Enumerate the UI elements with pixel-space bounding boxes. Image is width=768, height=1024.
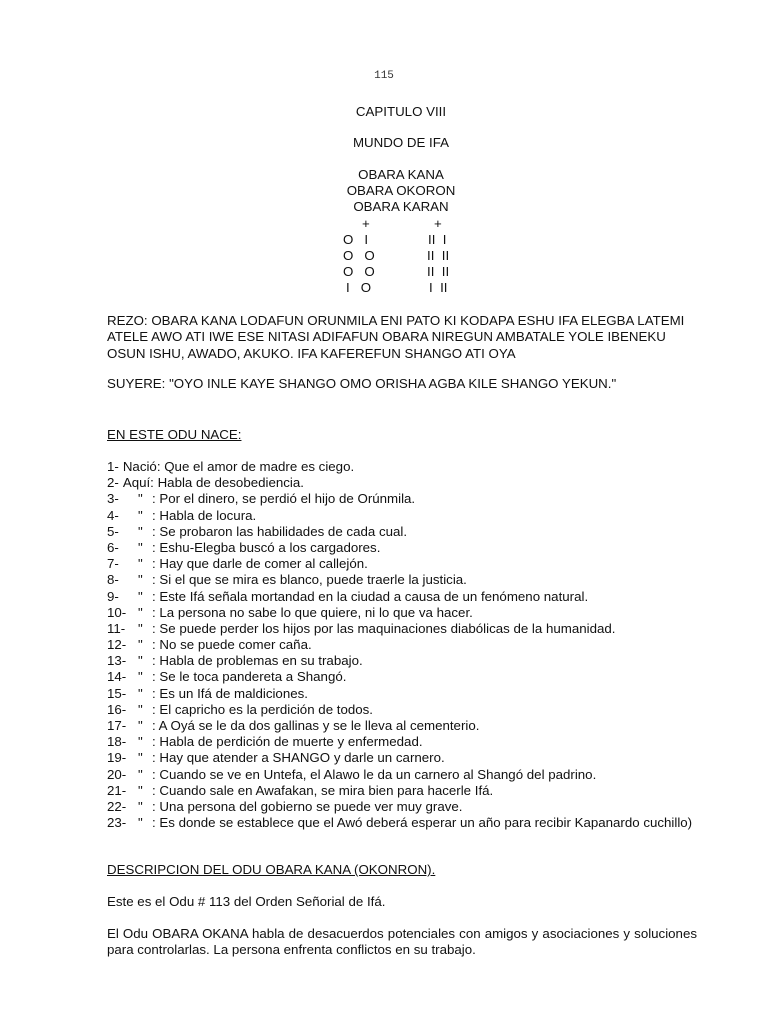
- ditto-mark: ": [138, 556, 143, 572]
- item-text: : A Oyá se le da dos gallinas y se le lleva al cementerio.: [152, 718, 480, 733]
- item-number: 20-: [107, 766, 127, 782]
- ditto-mark: ": [138, 572, 143, 588]
- item-number: 4-: [107, 507, 119, 523]
- item-number: 14-: [107, 669, 127, 685]
- ditto-mark: ": [138, 718, 143, 733]
- item-number: 16-: [107, 701, 127, 717]
- item-text: : Habla de locura.: [152, 507, 257, 523]
- right-sign-row: I II: [429, 280, 448, 295]
- list-item: [107, 540, 697, 556]
- item-number: 12-: [107, 637, 127, 653]
- right-sign-row: II I: [428, 232, 447, 247]
- list-item: [107, 589, 697, 605]
- item-text: : Es donde se establece que el Awó deberá esperar un año para recibir Kapanardo cuchillo): [152, 815, 693, 831]
- list-item: [107, 459, 697, 475]
- item-text: : Hay que darle de comer al callejón.: [152, 556, 368, 572]
- odu-names: [0, 167, 768, 215]
- list-item: [107, 653, 697, 669]
- ditto-mark: ": [138, 685, 143, 701]
- item-text: : El capricho es la perdición de todos.: [152, 701, 374, 717]
- item-text: : Cuando se ve en Untefa, el Alawo le da un carnero al Shangó del padrino.: [152, 766, 597, 782]
- chapter-title: CAPITULO VIII: [355, 104, 447, 119]
- item-number: 9-: [107, 588, 119, 604]
- left-sign-row: O O: [343, 264, 375, 279]
- chapter-subtitle: MUNDO DE IFA: [352, 135, 450, 150]
- ditto-mark: ": [138, 798, 143, 814]
- description-title: DESCRIPCION DEL ODU OBARA KANA (OKONRON).: [107, 862, 436, 877]
- section-heading: EN ESTE ODU NACE:: [107, 427, 242, 442]
- ditto-mark: ": [138, 766, 143, 782]
- list-item: [107, 750, 697, 766]
- suyere-paragraph: SUYERE: "OYO INLE KAYE SHANGO OMO ORISHA AGBA KILE SHANGO YEKUN.": [107, 376, 617, 391]
- ditto-mark: ": [138, 507, 143, 523]
- list-item: [107, 702, 697, 718]
- ditto-mark: ": [138, 539, 143, 555]
- rezo-paragraph: REZO: OBARA KANA LODAFUN ORUNMILA ENI PATO KI KODAPA ESHU IFA ELEGBA LATEMI ATELE AWO ATI IWE ESE NITASI ADIFAFUN OBARA NIREGUN AMBATALE YOLE IBENEKU OSUN ISHU, AWADO, AKUKO. IFA KAFEREFUN SHANGO ATI OYA: [107, 313, 685, 361]
- ditto-mark: ": [138, 750, 143, 766]
- list-item: [107, 605, 697, 621]
- ditto-mark: ": [138, 637, 143, 653]
- ditto-mark: ": [138, 669, 143, 685]
- list-item: [107, 734, 697, 750]
- item-text: : Habla de problemas en su trabajo.: [152, 653, 363, 669]
- ditto-mark: ": [138, 815, 143, 831]
- item-number: 5-: [107, 523, 119, 539]
- ditto-mark: ": [138, 620, 143, 636]
- item-text: : Hay que atender a SHANGO y darle un carnero.: [152, 750, 445, 766]
- item-text: : Es un Ifá de maldiciones.: [152, 685, 308, 701]
- left-sign-row: I O: [346, 280, 372, 295]
- item-text: Aquí: Habla de desobediencia.: [122, 475, 304, 491]
- left-sign-row: O I: [343, 232, 369, 247]
- item-number: 10-: [107, 604, 127, 620]
- list-item: [107, 621, 697, 637]
- item-text: : Se probaron las habilidades de cada cual.: [152, 523, 408, 539]
- odu-name: OBARA OKORON: [346, 183, 456, 198]
- ditto-mark: ": [138, 734, 143, 750]
- right-sign-row: II II: [427, 264, 450, 279]
- list-item: [107, 508, 697, 524]
- item-number: 11-: [107, 620, 126, 636]
- item-text: : No se puede comer caña.: [152, 637, 312, 653]
- item-number: 19-: [107, 750, 127, 766]
- list-item: [107, 783, 697, 799]
- right-plus: +: [434, 216, 442, 231]
- item-text: : Una persona del gobierno se puede ver muy grave.: [152, 798, 463, 814]
- odu-name: OBARA KARAN: [353, 199, 449, 214]
- item-text: : Habla de perdición de muerte y enfermedad.: [152, 734, 423, 750]
- odu-name: OBARA KANA: [358, 167, 444, 182]
- item-text: : Si el que se mira es blanco, puede traerle la justicia.: [152, 572, 467, 588]
- left-sign-row: O O: [343, 248, 375, 263]
- item-number: 21-: [107, 782, 127, 798]
- list-item: [107, 556, 697, 572]
- item-number: 22-: [107, 798, 127, 814]
- ditto-mark: ": [138, 782, 143, 798]
- item-text: : Por el dinero, se perdió el hijo de Orúnmila.: [152, 491, 416, 507]
- item-text: : Se puede perder los hijos por las maquinaciones diabólicas de la humanidad.: [152, 620, 616, 636]
- ditto-mark: ": [138, 523, 143, 539]
- page-number: 115: [374, 70, 394, 82]
- item-number: 17-: [107, 718, 127, 733]
- list-item: [107, 815, 697, 831]
- odu-items-list: [107, 459, 697, 831]
- list-item: [107, 524, 697, 540]
- odu-description: El Odu OBARA OKANA habla de desacuerdos potenciales con amigos y asociaciones y soluciones para controlarlas. La persona enfrenta conflictos en su trabajo.: [107, 926, 697, 958]
- list-item: [107, 718, 697, 734]
- item-text: Nació: Que el amor de madre es ciego.: [122, 459, 355, 474]
- item-text: : Se le toca pandereta a Shangó.: [152, 669, 347, 685]
- item-number: 15-: [107, 685, 127, 701]
- list-item: [107, 491, 697, 507]
- list-item: [107, 572, 697, 588]
- ditto-mark: ": [138, 588, 143, 604]
- ditto-mark: ": [138, 491, 143, 507]
- list-item: [107, 669, 697, 685]
- item-number: 1-: [107, 459, 119, 474]
- item-number: 3-: [107, 491, 119, 507]
- item-text: : Eshu-Elegba buscó a los cargadores.: [152, 539, 381, 555]
- item-number: 6-: [107, 539, 119, 555]
- list-item: [107, 637, 697, 653]
- list-item: [107, 799, 697, 815]
- item-text: : La persona no sabe lo que quiere, ni lo que va hacer.: [152, 604, 473, 620]
- item-text: : Este Ifá señala mortandad en la ciudad a causa de un fenómeno natural.: [152, 588, 589, 604]
- right-sign-row: II II: [427, 248, 450, 263]
- odu-number-text: Este es el Odu # 113 del Orden Señorial de Ifá.: [107, 894, 386, 909]
- list-item: [107, 475, 697, 491]
- ditto-mark: ": [138, 653, 143, 669]
- item-text: : Cuando sale en Awafakan, se mira bien para hacerle Ifá.: [152, 782, 494, 798]
- item-number: 8-: [107, 572, 119, 588]
- list-item: [107, 767, 697, 783]
- item-number: 7-: [107, 556, 119, 572]
- left-plus: +: [362, 216, 370, 231]
- item-number: 18-: [107, 734, 127, 750]
- list-item: [107, 686, 697, 702]
- item-number: 2-: [107, 475, 119, 491]
- ditto-mark: ": [138, 701, 143, 717]
- item-number: 13-: [107, 653, 127, 669]
- ditto-mark: ": [138, 604, 143, 620]
- item-number: 23-: [107, 815, 127, 831]
